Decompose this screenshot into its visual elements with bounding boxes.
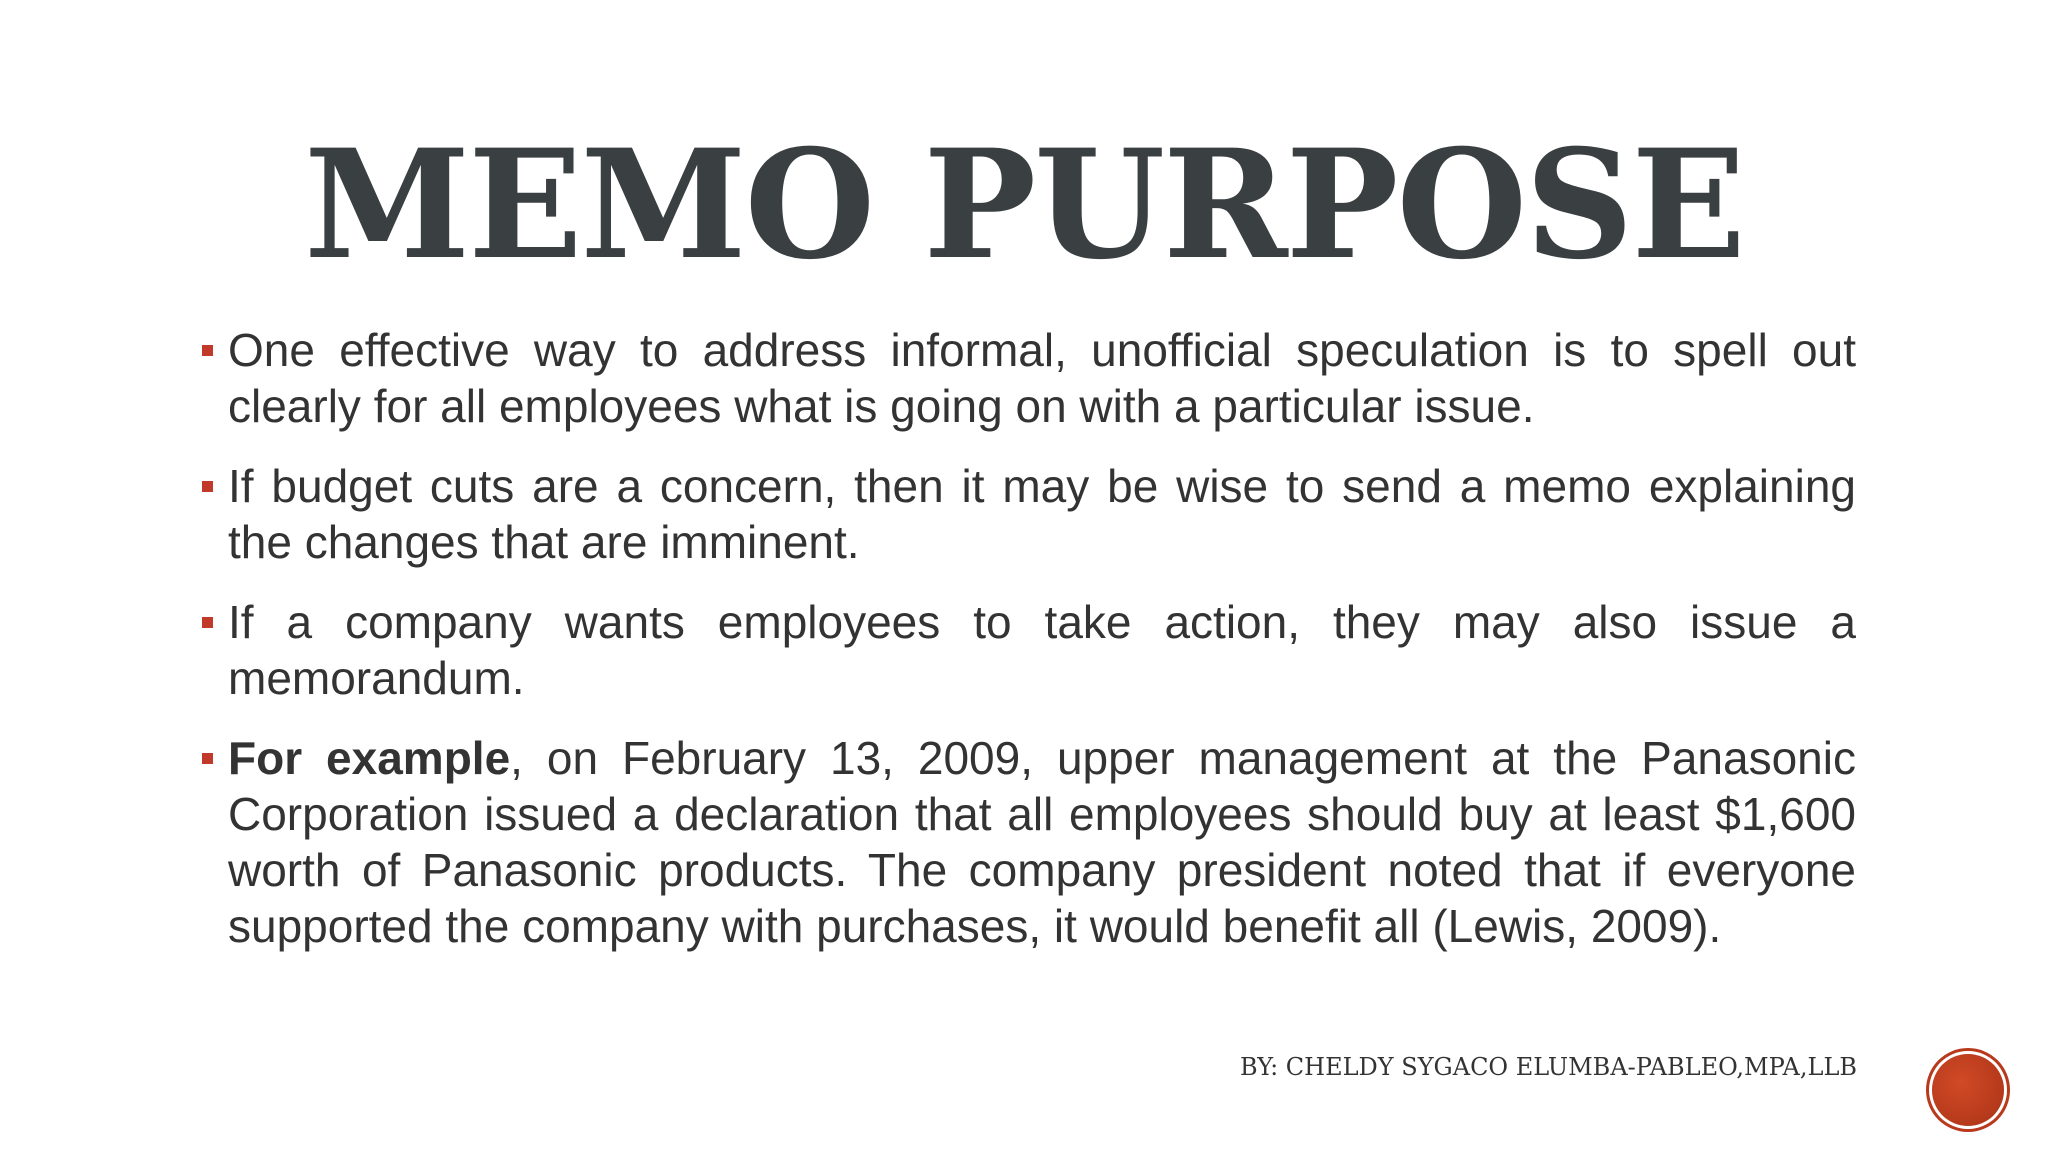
bullet-list <box>196 322 1856 978</box>
bullet-item <box>196 730 1856 954</box>
bullet-item <box>196 594 1856 706</box>
bullet-bold-lead: For example <box>228 732 511 784</box>
red-circle-badge-icon <box>1932 1054 2004 1126</box>
bullet-item <box>196 458 1856 570</box>
bullet-text: One effective way to address informal, unofficial speculation is to spell out clearly for all employees what is going on with a particular issue. <box>228 324 1856 432</box>
author-byline: BY: CHELDY SYGACO ELUMBA-PABLEO,MPA,LLB <box>1240 1053 1858 1081</box>
slide-title: MEMO PURPOSE <box>304 117 1744 293</box>
bullet-text: , on February 13, 2009, upper management at the Panasonic Corporation issued a declaration that all employees should buy at least $1,600 worth of Panasonic products. The company president noted that if everyone supported the company with purchases, it would benefit all (Lewis, 2009). <box>228 732 1856 952</box>
bullet-text: If budget cuts are a concern, then it may be wise to send a memo explaining the changes that are imminent. <box>228 460 1856 568</box>
square-bullet-icon <box>202 481 213 492</box>
square-bullet-icon <box>202 617 213 628</box>
square-bullet-icon <box>202 753 213 764</box>
bullet-text: If a company wants employees to take action, they may also issue a memorandum. <box>228 596 1856 704</box>
bullet-item <box>196 322 1856 434</box>
square-bullet-icon <box>202 345 213 356</box>
